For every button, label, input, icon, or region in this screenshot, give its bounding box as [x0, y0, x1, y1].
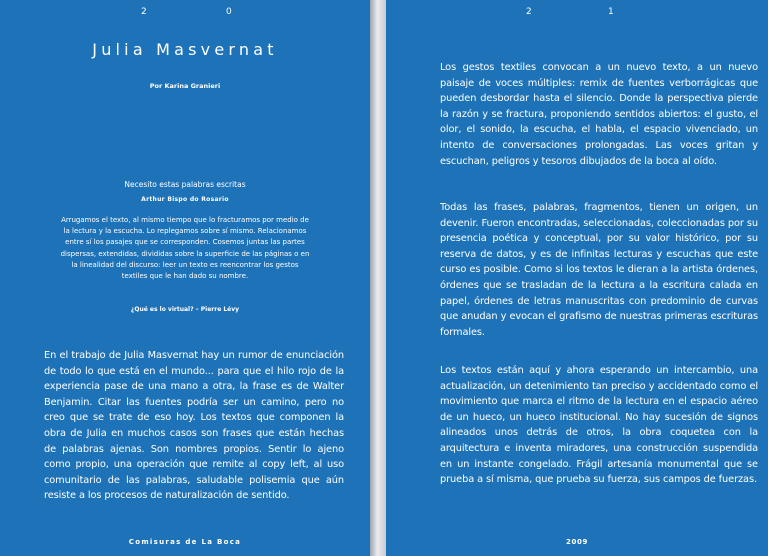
epigraph-attribution: Arthur Bispo do Rosario: [141, 196, 229, 203]
epigraph-title: Necesito estas palabras escritas: [124, 180, 246, 189]
page-number-digit: 2: [141, 7, 147, 17]
running-footer-year: 2009: [566, 538, 588, 546]
left-page: [0, 0, 370, 556]
body-paragraph: Los gestos textiles convocan a un nuevo texto, a un nuevo paisaje de voces múltiples: remix de fuentes verborrágicas que pueden desbordar hasta el silencio. Donde la perspectiva pierde la razón y se fractura, proponiendo sentidos abiertos: el gusto, el olor, el sonido, la escucha, el habla, el espacio vivenciado, un intento de conversaciones prolongadas. Las voces gritan y escuchan, peligros y tesoros dibujados de la boca al oído.: [440, 62, 758, 167]
epigraph-quote: Arrugamos el texto, al mismo tiempo que lo fracturamos por medio de la lectura y la escucha. Lo replegamos sobre sí mismo. Relacionamos entre sí los pasajes que se corresponden. Cosemos juntas las partes dispersas, extendidas, divididas sobre la superficie de las páginas o en la linealidad del discurso: leer un texto es reencontrar los gestos textiles que le han dado su nombre.: [60, 216, 310, 281]
right-page: [386, 0, 768, 556]
page-number-digit: 0: [226, 7, 232, 17]
body-paragraph: Todas las frases, palabras, fragmentos, tienen un origen, un devenir. Fueron encontradas, seleccionadas, coleccionadas por su presencia poética y conceptual, por su valor histórico, por su reserva de datos, y es de infinitas lecturas y escuchas que este curso es posible. Como si los textos le dieran a la artista órdenes, órdenes que se trasladan de la lectura a la escritura calada en papel, órdenes de letras manuscritas con predominio de curvas que anudan y evocan el grafismo de nuestras primeras escrituras formales.: [440, 202, 758, 338]
article-title: Julia Masvernat: [92, 40, 278, 59]
body-paragraph: En el trabajo de Julia Masvernat hay un rumor de enunciación de todo lo que está en el mundo... para que el hilo rojo de la experiencia pase de una mano a otra, la frase es de Walter Benjamin. Citar las fuentes podría ser un camino, pero no creo que se trate de eso hoy. Los textos que componen la obra de Julia en muchos casos son frases que están hechas de palabras ajenas. Son nombres propios. Sentir lo ajeno como propio, una operación que remite al copy left, al uso comunitario de las palabras, saludable polisemia que aún resiste a los procesos de naturalización de sentido.: [44, 350, 344, 502]
page-number-digit: 1: [608, 7, 614, 17]
book-gutter: [370, 0, 386, 556]
body-paragraph: Los textos están aquí y ahora esperando un intercambio, una actualización, un detenimiento tan preciso y accidentado como el movimiento que marca el ritmo de la lectura en el espacio aéreo de un hueco, un hueco institucional. No hay sucesión de signos alineados unos detrás de otros, la obra coquetea con la arquitectura e inventa miradores, una construcción suspendida en un instante congelado. Frágil artesanía monumental que se prueba a sí misma, que prueba su fuerza, sus campos de fuerzas.: [440, 365, 758, 486]
running-footer: Comisuras de La Boca: [128, 538, 242, 546]
epigraph-source: ¿Qué es lo virtual? – Pierre Lévy: [130, 306, 240, 313]
byline: Por Karina Granieri: [149, 82, 221, 90]
page-number-digit: 2: [526, 7, 532, 17]
